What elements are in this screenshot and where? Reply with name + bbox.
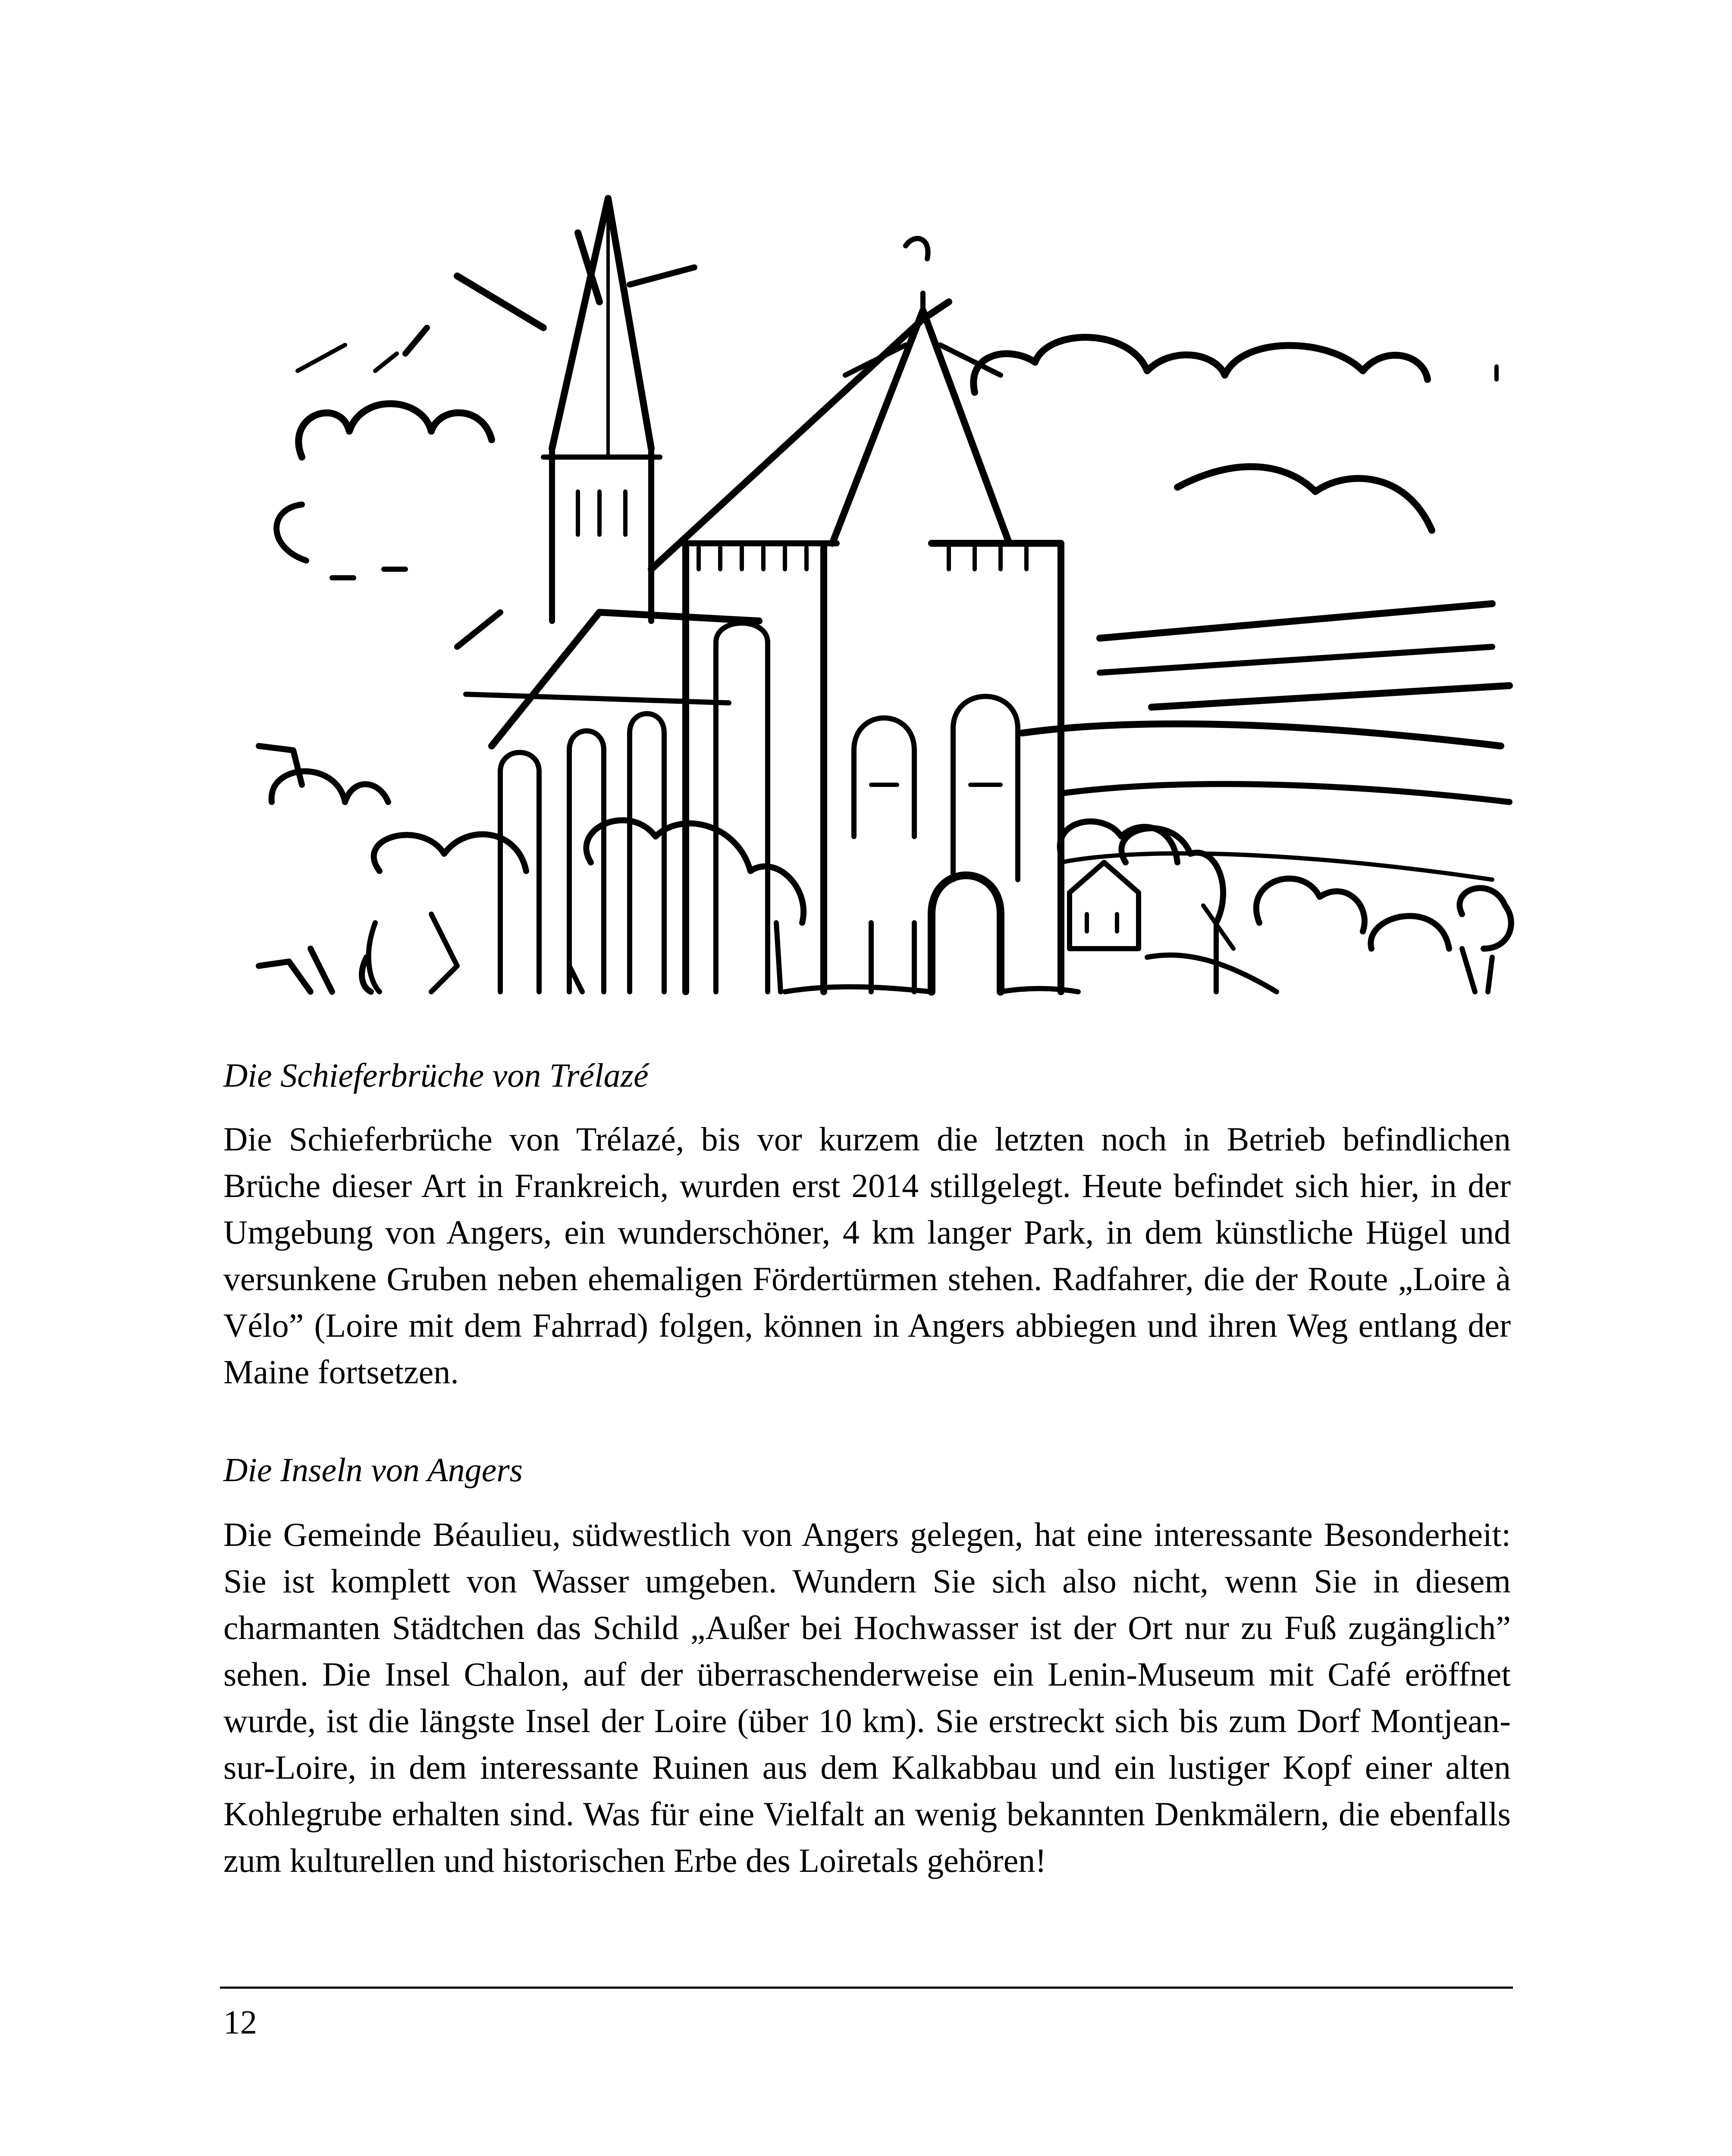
section-heading-angers-islands: Die Inseln von Angers: [223, 1451, 523, 1489]
church-illustration: [242, 190, 1518, 1013]
section-body-angers-islands: Die Gemeinde Béaulieu, südwestlich von Angers gelegen, hat eine interessante Besonderheit: Sie ist komplett von Wasser umgeben. Wundern Sie sich also nicht, wenn Sie in diesem charmanten Städtchen das Schild „Außer bei Hochwasser ist der Ort nur zu Fuß zugänglich” sehen. Die Insel Chalon, auf der überraschenderweise ein Lenin-Museum mit Café eröffnet wurde, ist die längste Insel der Loire (über 10 km). Sie erstreckt sich bis zum Dorf Montjean-sur-Loire, in dem interessante Ruinen aus dem Kalkabbau und ein lustiger Kopf einer alten Kohlegrube erhalten sind. Was für eine Vielfalt an wenig bekannten Denkmälern, die ebenfalls zum kulturellen und historischen Erbe des Loiretals gehören!: [223, 1516, 1511, 1879]
section-body-trelaze: Die Schieferbrüche von Trélazé, bis vor kurzem die letzten noch in Betrieb befindlichen Brüche dieser Art in Frankreich, wurden erst 2014 stillgelegt. Heute befindet sich hier, in der Umgebung von Angers, ein wunderschöner, 4 km langer Park, in dem künstliche Hügel und versunkene Gruben neben ehemaligen Fördertürmen stehen. Radfahrer, die der Route „Loire à Vélo” (Loire mit dem Fahrrad) folgen, können in Angers abbiegen und ihren Weg entlang der Maine fortsetzen.: [223, 1120, 1511, 1391]
page-number: 12: [223, 2003, 257, 2041]
section-heading-trelaze: Die Schieferbrüche von Trélazé: [223, 1056, 649, 1094]
footer-rule: [220, 1987, 1513, 1989]
church-drawing: [242, 190, 1518, 1013]
